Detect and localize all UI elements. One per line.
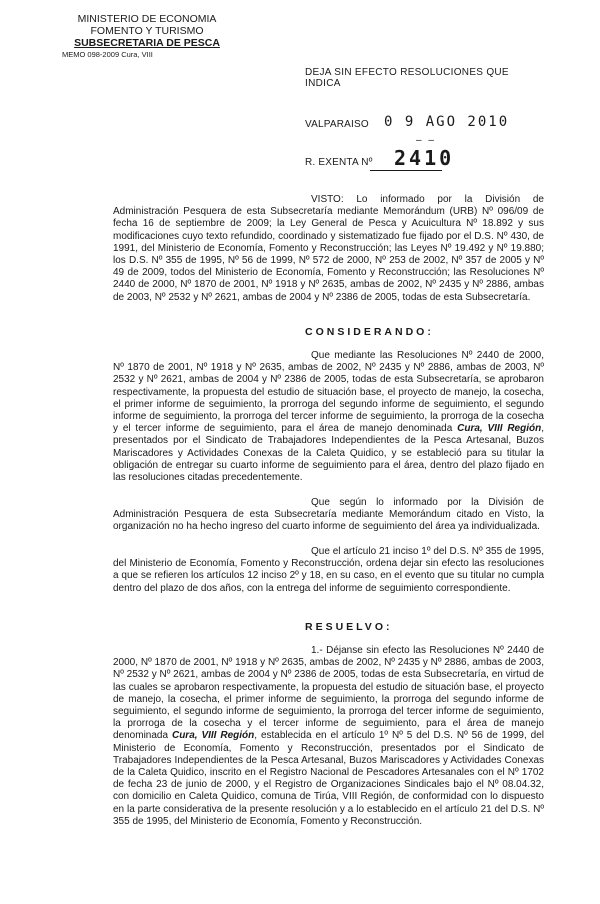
- visto-paragraph: VISTO: Lo informado por la División de Administración Pesquera de esta Subsecretaría mediante Memorándum (URB) Nº 096/09 de fecha 16 de septiembre de 2009; la Ley General de Pesca y Acuicultura Nº 18.892 y sus modificaciones cuyo texto refundido, coordinado y sistematizado fue fijado por el D.S. Nº 430, de 1991, del Ministerio de Economía, Fomento y Reconstrucción; las Leyes Nº 19.492 y Nº 19.880; los D.S. Nº 355 de 1995, Nº 56 de 1999, Nº 572 de 2000, Nº 253 de 2002, Nº 357 de 2005 y Nº 49 de 2009, todos del Ministerio de Economía, Fomento y Reconstrucción; las Resoluciones Nº 2440 de 2000, Nº 1870 de 2001, Nº 1918 y Nº 2635, ambas de 2002, Nº 2435 y Nº 2886, ambas de 2003, Nº 2532 y Nº 2621, ambas de 2004 y Nº 2386 de 2005, todas de esta Subsecretaría.: [113, 194, 544, 303]
- considerando-1-text-a: Que mediante las Resoluciones Nº 2440 de 2000, Nº 1870 de 2001, Nº 1918 y Nº 2635, ambas de 2002, Nº 2435 y Nº 2886, ambas de 2003, Nº 2532 y Nº 2621, ambas de 2004 y Nº 2386 de 2005, todas de esta Subsecretaría, se aprobaron respectivamente, la propuesta del estudio de situación base, el proyecto de manejo, la cosecha, el primer informe de seguimiento, la prorroga del segundo informe de seguimiento, el segundo informe de seguimiento, la prorroga del tercer informe de seguimiento, la prorroga de la cosecha y el tercer informe de seguimiento, para el área de manejo denominada: [113, 350, 544, 435]
- place-label: VALPARAISO: [305, 119, 369, 130]
- considerando-heading: CONSIDERANDO:: [305, 326, 434, 338]
- resuelvo-1-text-b: , establecida en el artículo 1º Nº 5 del D.S. Nº 56 de 1999, del Ministerio de Economía, Fomento y Reconstrucción, presentados por el Sindicato de Trabajadores Independientes de la Pesca Artesanal, Buzos Mariscadores y Actividades Conexas de la Caleta Quidico, inscrito en el Registro Nacional de Pescadores Artesanales con el Nº 1702 de fecha 23 de junio de 2000, y el Registro de Organizaciones Sindicales bajo el Nº 08.04.32, con domicilio en Caleta Quidico, comuna de Tirúa, VIII Región, de conformidad con lo dispuesto en la parte considerativa de la presente resolución y a lo establecido en el artículo 21 del D.S. Nº 355 de 1995, del Ministerio de Economía, Fomento y Reconstrucción.: [113, 730, 544, 827]
- memo-reference: MEMO 098-2009 Cura, VIII: [62, 50, 153, 59]
- resuelvo-paragraph-1: [113, 645, 544, 828]
- date-stamp: 0 9 AGO 2010: [384, 114, 510, 130]
- exenta-number: 2410: [394, 146, 455, 170]
- date-dashes: – –: [416, 135, 436, 146]
- subsecretaria-line: SUBSECRETARIA DE PESCA: [74, 37, 220, 49]
- exenta-label: R. EXENTA Nº: [305, 157, 373, 168]
- resuelvo-1-text-a: 1.- Déjanse sin efecto las Resoluciones Nº 2440 de 2000, Nº 1870 de 2001, Nº 1918 y Nº 2635, ambas de 2002, Nº 2435 y Nº 2886, ambas de 2003, Nº 2532 y Nº 2621, ambas de 2004 y Nº 2386 de 2005, todas de esta Subsecretaría, en virtud de las cuales se aprobaron respectivamente, la propuesta del estudio de situación base, el proyecto de manejo, la cosecha, el primer informe de seguimiento, la prorroga del segundo informe de seguimiento, el segundo informe de seguimiento, la prorroga del tercer informe de seguimiento, la prorroga de la cosecha y el tercer informe de seguimiento, para el área de manejo denominada: [113, 645, 544, 742]
- letterhead: [62, 13, 232, 60]
- considerando-paragraph-2: Que según lo informado por la División de Administración Pesquera de esta Subsecretaría mediante Memorándum citado en Visto, la organización no ha hecho ingreso del cuarto informe de seguimiento del área ya individualizada.: [113, 497, 544, 533]
- ministry-line-2: FOMENTO Y TURISMO: [90, 25, 204, 37]
- resuelvo-1-area-name: Cura, VIII Región: [171, 730, 255, 742]
- considerando-paragraph-3: Que el artículo 21 inciso 1º del D.S. Nº 355 de 1995, del Ministerio de Economía, Fomento y Reconstrucción, ordena dejar sin efecto las resoluciones a que se refieren los artículos 12 inciso 2º y 18, en su caso, en el evento que su titular no cumpla dentro del plazo de dos años, con la entrega del informe de seguimiento correspondiente.: [113, 546, 544, 594]
- ministry-line: MINISTERIO DE ECONOMIA: [77, 13, 217, 25]
- resolution-subject: DEJA SIN EFECTO RESOLUCIONES QUE INDICA: [305, 67, 509, 89]
- considerando-1-text-b: , presentados por el Sindicato de Trabajadores Independientes de la Pesca Artesanal, Buzos Mariscadores y Actividades Conexas de la Caleta Quidico, y se estableció para su titular la obligación de entregar su cuarto informe de seguimiento para el área, dentro del plazo fijado en las resoluciones citadas precedentemente.: [113, 423, 544, 484]
- considerando-1-area-name: Cura, VIII Región: [457, 423, 542, 435]
- considerando-paragraph-1: [113, 350, 544, 484]
- resuelvo-heading: RESUELVO:: [305, 621, 393, 633]
- exenta-underline: [370, 170, 442, 171]
